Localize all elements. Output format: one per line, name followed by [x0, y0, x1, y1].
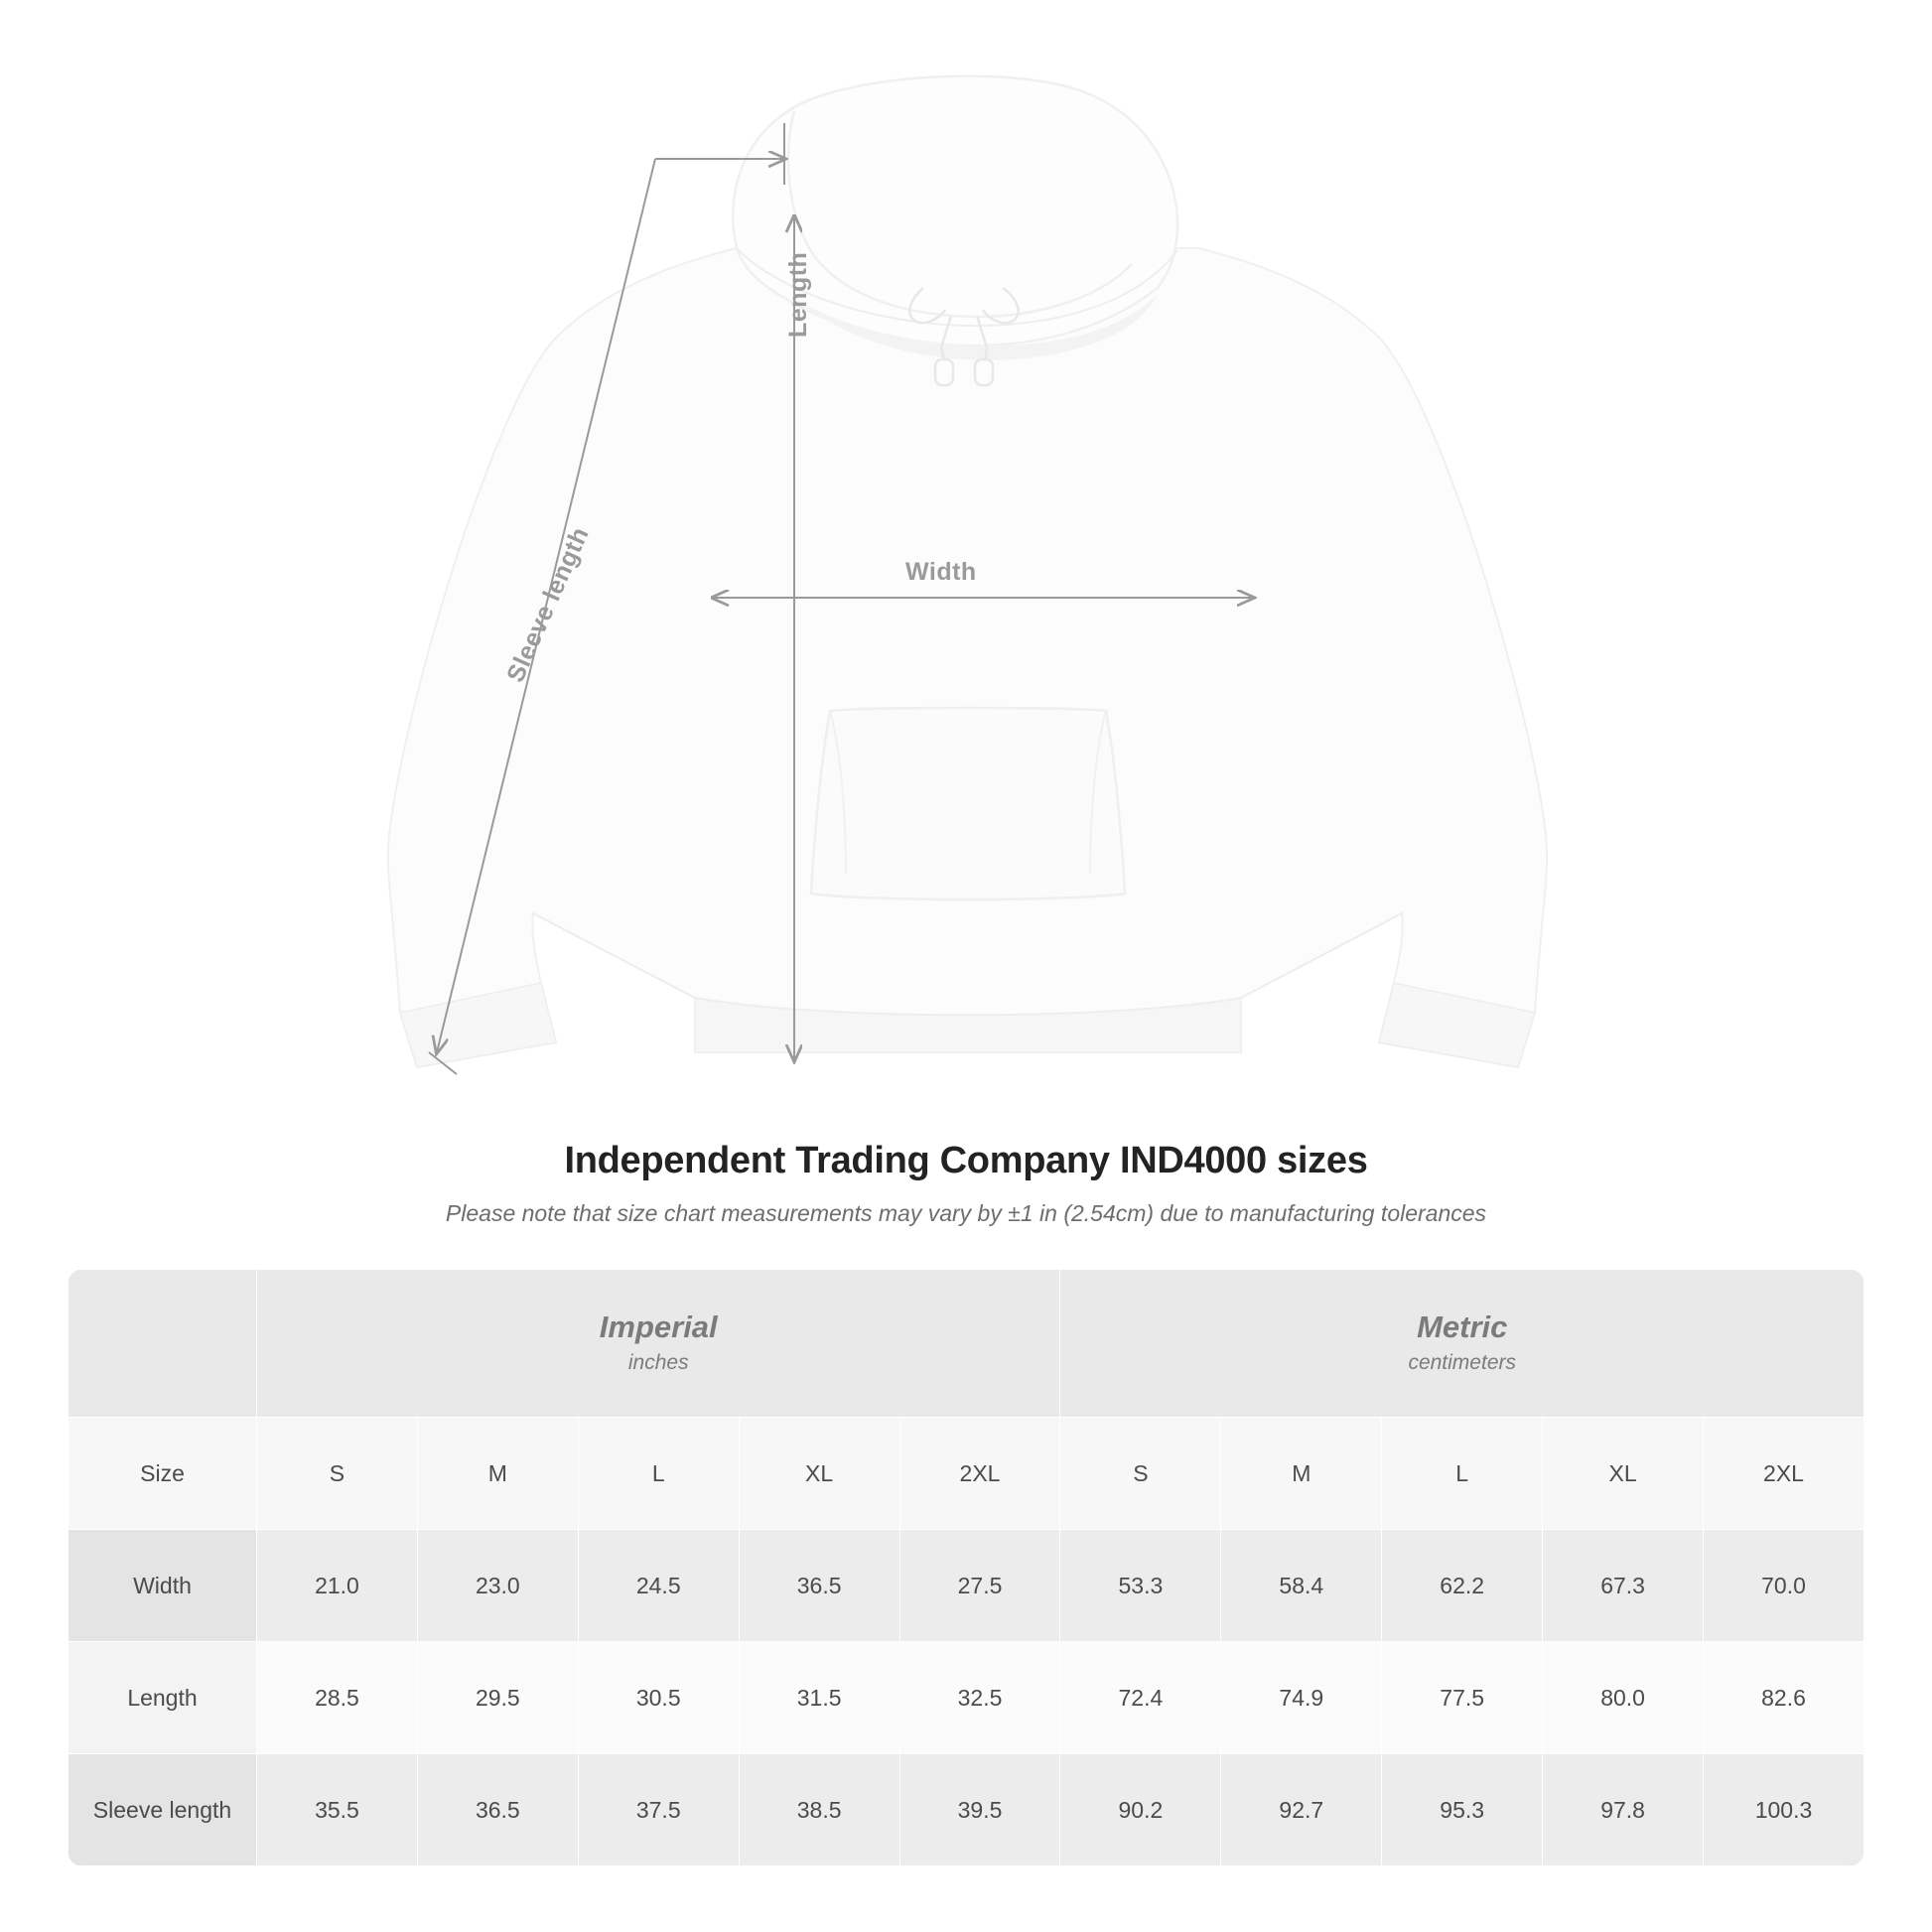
cell-width-metric-m: 58.4 — [1221, 1530, 1382, 1642]
cell-width-metric-s: 53.3 — [1060, 1530, 1221, 1642]
cell-length-imperial-m: 29.5 — [417, 1642, 578, 1754]
size-table-container — [68, 1269, 1864, 1866]
header-imperial-s: S — [257, 1418, 418, 1530]
cell-length-imperial-l: 30.5 — [578, 1642, 739, 1754]
size-table — [68, 1269, 1864, 1866]
row-label-sleeve-length: Sleeve length — [69, 1754, 257, 1866]
cell-sleeve-imperial-l: 37.5 — [578, 1754, 739, 1866]
cell-length-metric-2xl: 82.6 — [1704, 1642, 1864, 1754]
cell-sleeve-imperial-xl: 38.5 — [739, 1754, 899, 1866]
header-imperial-2xl: 2XL — [899, 1418, 1060, 1530]
header-imperial-m: M — [417, 1418, 578, 1530]
column-header-row — [69, 1418, 1864, 1530]
unit-sub-metric: centimeters — [1408, 1350, 1516, 1374]
cell-length-metric-xl: 80.0 — [1543, 1642, 1704, 1754]
table-row — [69, 1642, 1864, 1754]
cell-length-metric-s: 72.4 — [1060, 1642, 1221, 1754]
sleeve-length-dimension-label: Sleeve length — [501, 522, 595, 687]
cell-width-metric-xl: 67.3 — [1543, 1530, 1704, 1642]
header-metric-s: S — [1060, 1418, 1221, 1530]
cell-sleeve-metric-2xl: 100.3 — [1704, 1754, 1864, 1866]
unit-header-metric — [1060, 1270, 1864, 1418]
table-row — [69, 1754, 1864, 1866]
row-label-length: Length — [69, 1642, 257, 1754]
header-metric-xl: XL — [1543, 1418, 1704, 1530]
unit-title-imperial: Imperial — [599, 1309, 718, 1344]
cell-sleeve-metric-m: 92.7 — [1221, 1754, 1382, 1866]
row-label-width: Width — [69, 1530, 257, 1642]
cell-sleeve-imperial-s: 35.5 — [257, 1754, 418, 1866]
cell-width-imperial-xl: 36.5 — [739, 1530, 899, 1642]
chart-heading-block — [0, 1140, 1932, 1227]
unit-header-row — [69, 1270, 1864, 1418]
cell-length-imperial-2xl: 32.5 — [899, 1642, 1060, 1754]
header-size: Size — [69, 1418, 257, 1530]
width-dimension-label: Width — [905, 558, 977, 586]
length-dimension-label: Length — [784, 251, 812, 338]
cell-width-imperial-l: 24.5 — [578, 1530, 739, 1642]
header-metric-2xl: 2XL — [1704, 1418, 1864, 1530]
cell-sleeve-imperial-m: 36.5 — [417, 1754, 578, 1866]
cell-sleeve-metric-xl: 97.8 — [1543, 1754, 1704, 1866]
cell-width-imperial-s: 21.0 — [257, 1530, 418, 1642]
cell-width-metric-l: 62.2 — [1382, 1530, 1543, 1642]
cell-sleeve-metric-l: 95.3 — [1382, 1754, 1543, 1866]
cell-length-imperial-xl: 31.5 — [739, 1642, 899, 1754]
cell-length-metric-l: 77.5 — [1382, 1642, 1543, 1754]
cell-length-imperial-s: 28.5 — [257, 1642, 418, 1754]
unit-header-imperial — [257, 1270, 1060, 1418]
header-metric-m: M — [1221, 1418, 1382, 1530]
table-row — [69, 1530, 1864, 1642]
header-imperial-xl: XL — [739, 1418, 899, 1530]
unit-title-metric: Metric — [1417, 1309, 1508, 1344]
cell-width-imperial-m: 23.0 — [417, 1530, 578, 1642]
cell-width-imperial-2xl: 27.5 — [899, 1530, 1060, 1642]
unit-sub-imperial: inches — [627, 1350, 689, 1374]
unit-header-spacer — [69, 1270, 257, 1418]
cell-sleeve-imperial-2xl: 39.5 — [899, 1754, 1060, 1866]
header-metric-l: L — [1382, 1418, 1543, 1530]
cell-sleeve-metric-s: 90.2 — [1060, 1754, 1221, 1866]
tolerance-note: Please note that size chart measurements may vary by ±1 in (2.54cm) due to manufacturing tolerances — [445, 1200, 1487, 1226]
header-imperial-l: L — [578, 1418, 739, 1530]
cell-width-metric-2xl: 70.0 — [1704, 1530, 1864, 1642]
cell-length-metric-m: 74.9 — [1221, 1642, 1382, 1754]
page-title: Independent Trading Company IND4000 sizes — [564, 1140, 1368, 1181]
